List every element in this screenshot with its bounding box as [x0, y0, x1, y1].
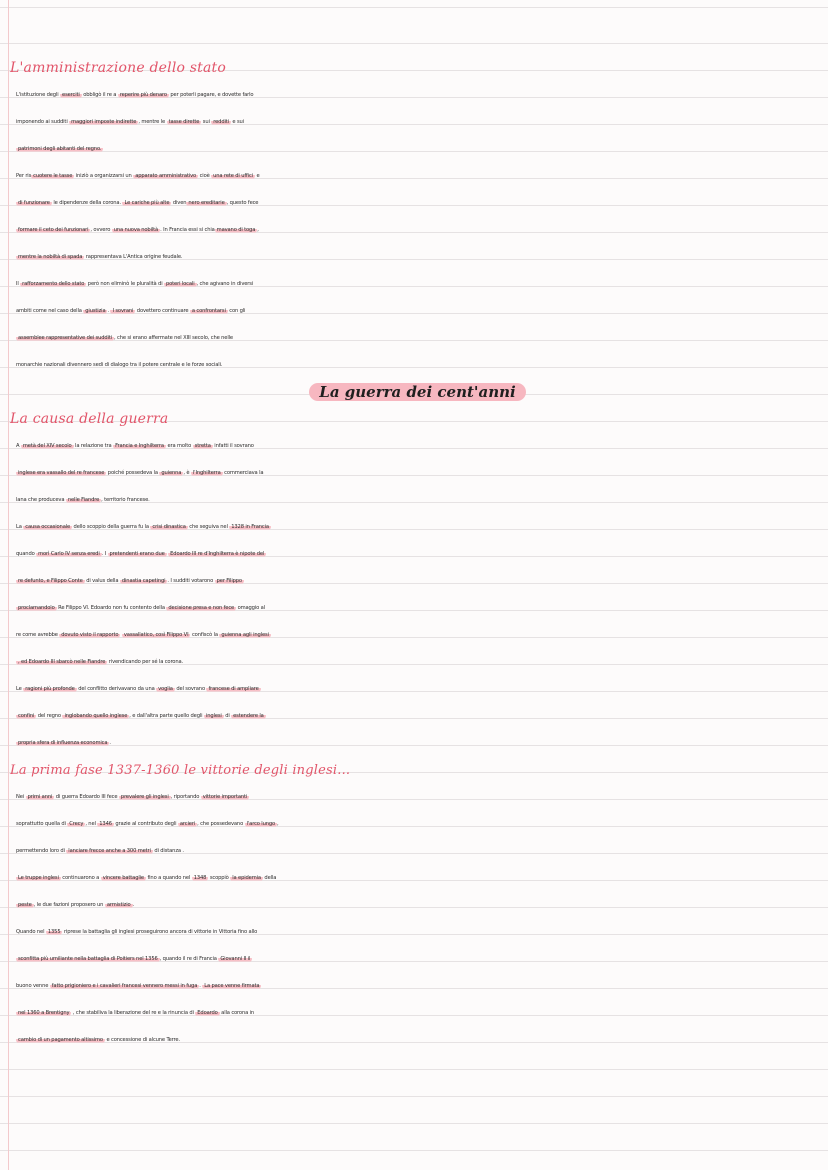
text-segment: , territorio francese. — [101, 497, 150, 503]
highlighted-text: vincere battaglie — [102, 875, 144, 881]
text-segment: Le — [16, 686, 24, 692]
text-segment: però non eliminò le pluralità di — [86, 281, 164, 287]
text-segment: obbligò il re a — [81, 92, 118, 98]
text-segment: del conflitto derivavano da una — [76, 686, 157, 692]
text-line — [10, 244, 825, 271]
highlighted-text: inglese era vassallo del re francese — [18, 470, 105, 476]
text-segment: che seguiva nel — [187, 524, 230, 530]
text-segment: , le due fazioni proposero un — [33, 902, 105, 908]
text-line — [10, 541, 825, 568]
text-line — [10, 1000, 825, 1027]
text-line — [10, 703, 825, 730]
text-segment: del regno — [36, 713, 63, 719]
text-line — [10, 136, 825, 163]
highlighted-text: 1328 in Francia — [231, 524, 269, 530]
highlighted-text: peste — [18, 902, 32, 908]
highlighted-text: ragioni più profonde — [25, 686, 75, 692]
text-segment: . I — [101, 551, 108, 557]
highlighted-text: inglobando quello inglese — [64, 713, 128, 719]
text-segment: infatti il sovrano — [212, 443, 254, 449]
text-line — [10, 82, 825, 109]
text-segment: riprese la battaglia gli inglesi proseguirono ancora di vittorie in Vittoria fino allo — [62, 929, 258, 935]
text-line — [10, 1027, 825, 1054]
highlighted-text: vittorie importanti — [202, 794, 248, 800]
text-segment: con gli — [227, 308, 246, 314]
text-segment: e concessione di alcune Terre. — [104, 1037, 180, 1043]
text-segment: . In Francia essi si chia — [160, 227, 215, 233]
highlighted-text: causa occasionale — [25, 524, 71, 530]
highlighted-text: eserciti — [62, 92, 80, 98]
text-segment: . — [109, 740, 111, 746]
text-segment: rappresentava L'Antica origine feudale. — [84, 254, 183, 260]
highlighted-text: re defunto, e Filippo Conte — [18, 578, 83, 584]
text-segment: , che possedevano — [197, 821, 245, 827]
text-line — [10, 487, 825, 514]
text-segment: , che si erano affermate nel XIII secolo, che nelle — [114, 335, 233, 341]
highlighted-text: maggiori imposte indirette — [71, 119, 137, 125]
text-segment: scoppiò — [208, 875, 231, 881]
text-line — [10, 352, 825, 379]
highlighted-text: nelle Fiandre — [67, 497, 100, 503]
text-segment: dovettero continuare — [135, 308, 190, 314]
highlighted-text: sconfitta più umiliante nella battaglia di Poitiers nel 1356 — [18, 956, 158, 962]
text-segment: , che agivano in diversi — [196, 281, 254, 287]
highlighted-text: crisi dinastica — [152, 524, 186, 530]
highlighted-text: Le cariche più alte — [124, 200, 170, 206]
highlighted-text: primi anni — [27, 794, 53, 800]
section-title: La causa della guerra — [10, 411, 169, 427]
text-line — [10, 514, 825, 541]
text-segment: La — [16, 524, 24, 530]
text-segment: imponendo ai sudditi — [16, 119, 70, 125]
text-segment: . I sudditi votarono — [167, 578, 215, 584]
section-title: La prima fase 1337-1360 le vittorie degli inglesi... — [10, 763, 351, 778]
text-segment: confiscò la — [190, 632, 220, 638]
highlighted-text: formare il ceto dei funzionari — [18, 227, 89, 233]
text-segment: , e dall'altra parte quello degli — [129, 713, 204, 719]
highlighted-text: mavano di toga — [216, 227, 256, 233]
text-line — [10, 811, 825, 838]
text-segment: di — [223, 713, 232, 719]
highlighted-text: di funzionare — [18, 200, 50, 206]
highlighted-text: arcieri — [179, 821, 196, 827]
text-segment: Quando nel — [16, 929, 46, 935]
text-segment: , questo fece — [226, 200, 259, 206]
text-line — [10, 676, 825, 703]
highlighted-text: a confrontarsi — [191, 308, 226, 314]
text-segment: , riportando — [170, 794, 201, 800]
text-segment: Per ris — [16, 173, 32, 179]
text-segment: della — [262, 875, 277, 881]
notes-page — [10, 55, 825, 1054]
text-segment: continuarono a — [60, 875, 101, 881]
highlighted-text: 1348 — [193, 875, 207, 881]
highlighted-text: I sovrani — [112, 308, 134, 314]
text-segment: buono venne — [16, 983, 50, 989]
text-line — [10, 865, 825, 892]
text-segment: dello scoppio della guerra fu la — [72, 524, 151, 530]
highlighted-text: pretendenti erano due — [109, 551, 165, 557]
text-segment: , ovvero — [90, 227, 112, 233]
text-segment: Il — [16, 281, 21, 287]
highlighted-text: la epidemia — [232, 875, 261, 881]
highlighted-text: Le truppe inglesi — [18, 875, 59, 881]
text-segment: , — [277, 821, 279, 827]
text-segment: la relazione tra — [73, 443, 114, 449]
text-segment: di guerra Edoardo III fece — [54, 794, 119, 800]
text-segment: , che stabiliva la liberazione del re e la rinuncia di — [71, 1010, 196, 1016]
highlighted-text: patrimoni degli abitanti del regno. — [18, 146, 102, 152]
highlighted-text: vassallatico, così Filippo VI — [123, 632, 189, 638]
highlighted-text: Edoardo III re d'Inghilterra è nipote del — [170, 551, 265, 557]
highlighted-text: l'Inghilterra — [192, 470, 221, 476]
highlighted-text: fatto prigioniero e i cavalieri francesi vennero messi in fuga — [51, 983, 198, 989]
text-segment: omaggio al — [236, 605, 265, 611]
highlighted-text: stretta — [194, 443, 211, 449]
text-segment: . — [199, 983, 203, 989]
highlighted-text: propria sfera di influenza economica — [18, 740, 108, 746]
text-line — [10, 460, 825, 487]
highlighted-text: poteri locali — [166, 281, 195, 287]
main-title — [10, 379, 825, 406]
highlighted-text: guienna — [161, 470, 182, 476]
text-segment: era molto — [165, 443, 193, 449]
highlighted-text: per Filippo — [216, 578, 242, 584]
highlighted-text: inglesi — [205, 713, 222, 719]
text-segment: A — [16, 443, 21, 449]
text-line — [10, 730, 825, 757]
highlighted-text: Edoardo — [197, 1010, 218, 1016]
main-title-text: La guerra dei cent'anni — [309, 383, 525, 401]
text-line — [10, 217, 825, 244]
text-segment: re come avrebbe — [16, 632, 60, 638]
highlighted-text: lanciare frecce anche a 300 metri — [68, 848, 151, 854]
text-segment: di valus della — [84, 578, 120, 584]
highlighted-text: Crecy — [69, 821, 84, 827]
highlighted-text: 1355 — [47, 929, 61, 935]
text-line — [10, 892, 825, 919]
text-segment: , nel — [85, 821, 98, 827]
text-segment: grazie al contributo degli — [113, 821, 178, 827]
highlighted-text: l'arco lungo — [246, 821, 276, 827]
highlighted-text: mentre la nobiltà di spada — [18, 254, 83, 260]
highlighted-text: francese di ampliare — [208, 686, 259, 692]
highlighted-text: morì Carlo IV senza eredi — [38, 551, 100, 557]
text-segment: poiché possedeva la — [106, 470, 160, 476]
text-segment: alla corona in — [219, 1010, 255, 1016]
text-segment: sui — [201, 119, 212, 125]
text-segment: per poterli pagare, e dovette farlo — [168, 92, 254, 98]
highlighted-text: voglia — [158, 686, 173, 692]
section-title: L'amministrazione dello stato — [10, 60, 226, 76]
text-line — [10, 838, 825, 865]
text-line — [10, 190, 825, 217]
highlighted-text: redditi — [213, 119, 229, 125]
text-line — [10, 919, 825, 946]
highlighted-text: apparato amministrativo — [135, 173, 197, 179]
text-segment: lana che produceva — [16, 497, 66, 503]
text-segment: soprattutto quella di — [16, 821, 68, 827]
text-segment: , mentre le — [138, 119, 167, 125]
text-segment: le dipendenze della corona. — [51, 200, 123, 206]
text-segment: . — [132, 902, 135, 908]
text-segment: commerciava la — [222, 470, 264, 476]
highlighted-text: metà del XIV secolo — [22, 443, 72, 449]
text-line — [10, 784, 825, 811]
text-segment: Nei — [16, 794, 26, 800]
text-line — [10, 568, 825, 595]
text-segment: e — [255, 173, 260, 179]
highlighted-text: proclamandolo — [18, 605, 55, 611]
highlighted-text: dinastia capetingi — [121, 578, 166, 584]
text-line — [10, 946, 825, 973]
highlighted-text: decisione presa e non fece — [168, 605, 235, 611]
text-line — [10, 973, 825, 1000]
highlighted-text: cambio di un pagamento altissimo — [18, 1037, 103, 1043]
text-line — [10, 109, 825, 136]
page-margin-line — [8, 0, 9, 1170]
highlighted-text: dovuto visto il rapporto — [61, 632, 119, 638]
highlighted-text: nel 1360 a Brentigny — [18, 1010, 70, 1016]
text-segment: iniziò a organizzarsi un — [74, 173, 134, 179]
highlighted-text: La pace venne firmata — [204, 983, 260, 989]
text-segment: L'istituzione degli — [16, 92, 61, 98]
text-segment: , quando il re di Francia — [159, 956, 219, 962]
highlighted-text: Francia e Inghilterra — [115, 443, 164, 449]
text-segment: , — [257, 227, 259, 233]
highlighted-text: nero ereditarie — [188, 200, 225, 206]
highlighted-text: 1346 — [99, 821, 112, 827]
text-segment: di distanza . — [152, 848, 184, 854]
text-line — [10, 298, 825, 325]
text-line — [10, 622, 825, 649]
highlighted-text: Giovanni II il — [220, 956, 251, 962]
highlighted-text: assemblee rappresentative dei sudditi — [18, 335, 113, 341]
text-line — [10, 595, 825, 622]
highlighted-text: , ed Edoardo III sbarcò nelle Fiandre — [18, 659, 106, 665]
text-segment: . — [107, 308, 111, 314]
highlighted-text: armistizio — [106, 902, 131, 908]
text-line — [10, 649, 825, 676]
text-segment: diven — [171, 200, 187, 206]
text-line — [10, 271, 825, 298]
text-line — [10, 433, 825, 460]
highlighted-text: rafforzamento dello stato — [22, 281, 85, 287]
highlighted-text: estendere la — [233, 713, 264, 719]
text-segment: Re Filippo VI. Edoardo non fu contento della — [56, 605, 167, 611]
text-segment: permettendo loro di — [16, 848, 67, 854]
highlighted-text: cuotere le tasse — [33, 173, 73, 179]
highlighted-text: prevalere gli inglesi — [120, 794, 169, 800]
text-segment: ambiti come nel caso della — [16, 308, 84, 314]
highlighted-text: tasse dirette — [168, 119, 200, 125]
highlighted-text: guienna agli inglesi — [221, 632, 269, 638]
highlighted-text: giustizia — [85, 308, 106, 314]
highlighted-text: reperire più denaro — [119, 92, 167, 98]
highlighted-text: confini — [18, 713, 35, 719]
text-segment: , è — [183, 470, 191, 476]
text-segment: rivendicando per sé la corona. — [107, 659, 183, 665]
text-segment: cioè — [198, 173, 212, 179]
highlighted-text: una rete di uffici — [213, 173, 253, 179]
text-segment: quando — [16, 551, 37, 557]
text-segment: del sovrano — [174, 686, 207, 692]
text-line — [10, 163, 825, 190]
text-segment: e sui — [230, 119, 244, 125]
text-line — [10, 325, 825, 352]
highlighted-text: una nuova nobiltà — [113, 227, 159, 233]
text-segment: monarchie nazionali divennero sedi di dialogo tra il potere centrale e le forze sociali. — [16, 362, 223, 368]
text-segment: fino a quando nel — [145, 875, 192, 881]
